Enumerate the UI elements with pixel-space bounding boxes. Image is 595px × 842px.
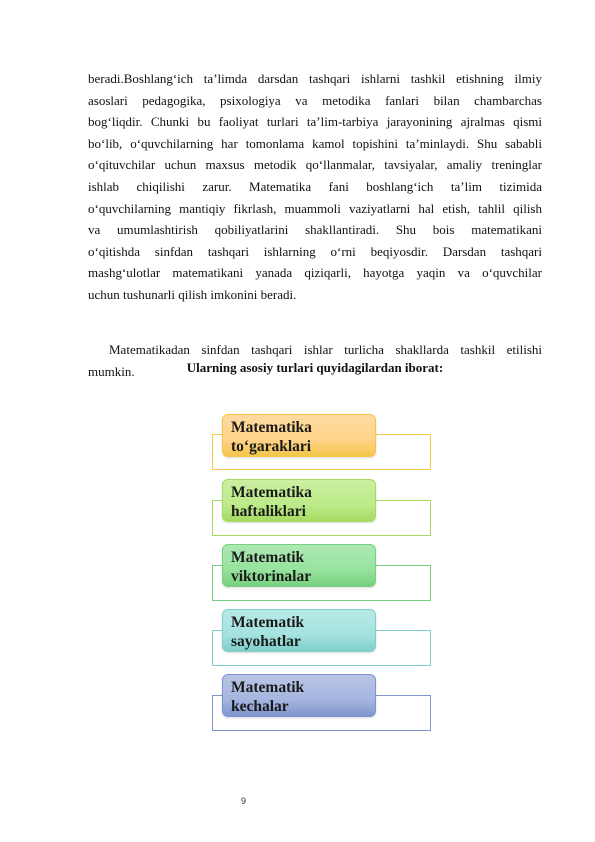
text-line: ishlab chiqilishi zarur. Matematika fani boshlang‘ich ta’lim tizimida <box>88 178 542 194</box>
diagram-label-line2: to‘garaklari <box>231 438 312 455</box>
section-heading: Ularning asosiy turlari quyidagilardan iborat: <box>186 360 444 375</box>
text-line: o‘qitishda sinfdan tashqari ishlarning o‘rni beqiyosdir. Darsdan tashqari <box>88 243 542 259</box>
text-line: o‘quvchilarning mantiqiy fikrlash, muammoli vaziyatlarni hal etish, tahlil qilish <box>88 200 542 216</box>
text-line: Matematikadan sinfdan tashqari ishlar turlicha shakllarda tashkil etilishi <box>109 342 542 357</box>
text-line: bog‘liqdir. Chunki bu faoliyat turlari ta’lim-tarbiya jarayonining ajralmas qismi <box>88 114 542 130</box>
text-line: bo‘lib, o‘quvchilarning har tomonlama kamol topishini ta’minlaydi. Shu sababli <box>88 135 542 151</box>
diagram-label <box>222 479 376 522</box>
text-line: beradi.Boshlang‘ich ta’limda darsdan tashqari ishlarni tashkil etishning ilmiy <box>88 71 542 86</box>
page-number: 9 <box>241 796 247 806</box>
diagram-label <box>222 414 376 457</box>
diagram-label-line2: viktorinalar <box>231 568 312 585</box>
text-line: asoslari pedagogika, psixologiya va metodika fanlari bilan chambarchas <box>88 92 542 108</box>
diagram-label <box>222 544 376 587</box>
text-line: mumkin. <box>88 363 135 379</box>
diagram-label <box>222 609 376 652</box>
diagram-label-line2: sayohatlar <box>231 633 301 650</box>
diagram-label-line2: haftaliklari <box>231 503 306 520</box>
diagram-label-line1: Matematik <box>231 549 305 566</box>
text-line: uchun tushunarli qilish imkonini beradi. <box>88 286 297 302</box>
text-line: mashg‘ulotlar matematikani yanada qiziqarli, hayotga yaqin va o‘quvchilar <box>88 265 542 281</box>
text-line: o‘qituvchilar uchun maxsus metodik qo‘llanmalar, tavsiyalar, amaliy treninglar <box>88 157 542 173</box>
text-line: va umumlashtirish qobiliyatlarini shakllantiradi. Shu bois matematikani <box>88 222 542 238</box>
diagram-label-line1: Matematik <box>231 614 305 631</box>
diagram-label-line1: Matematika <box>231 484 312 501</box>
diagram-label-line1: Matematik <box>231 679 305 696</box>
diagram-label-line2: kechalar <box>231 698 289 715</box>
diagram-label-line1: Matematika <box>231 419 312 436</box>
diagram-label <box>222 674 376 717</box>
